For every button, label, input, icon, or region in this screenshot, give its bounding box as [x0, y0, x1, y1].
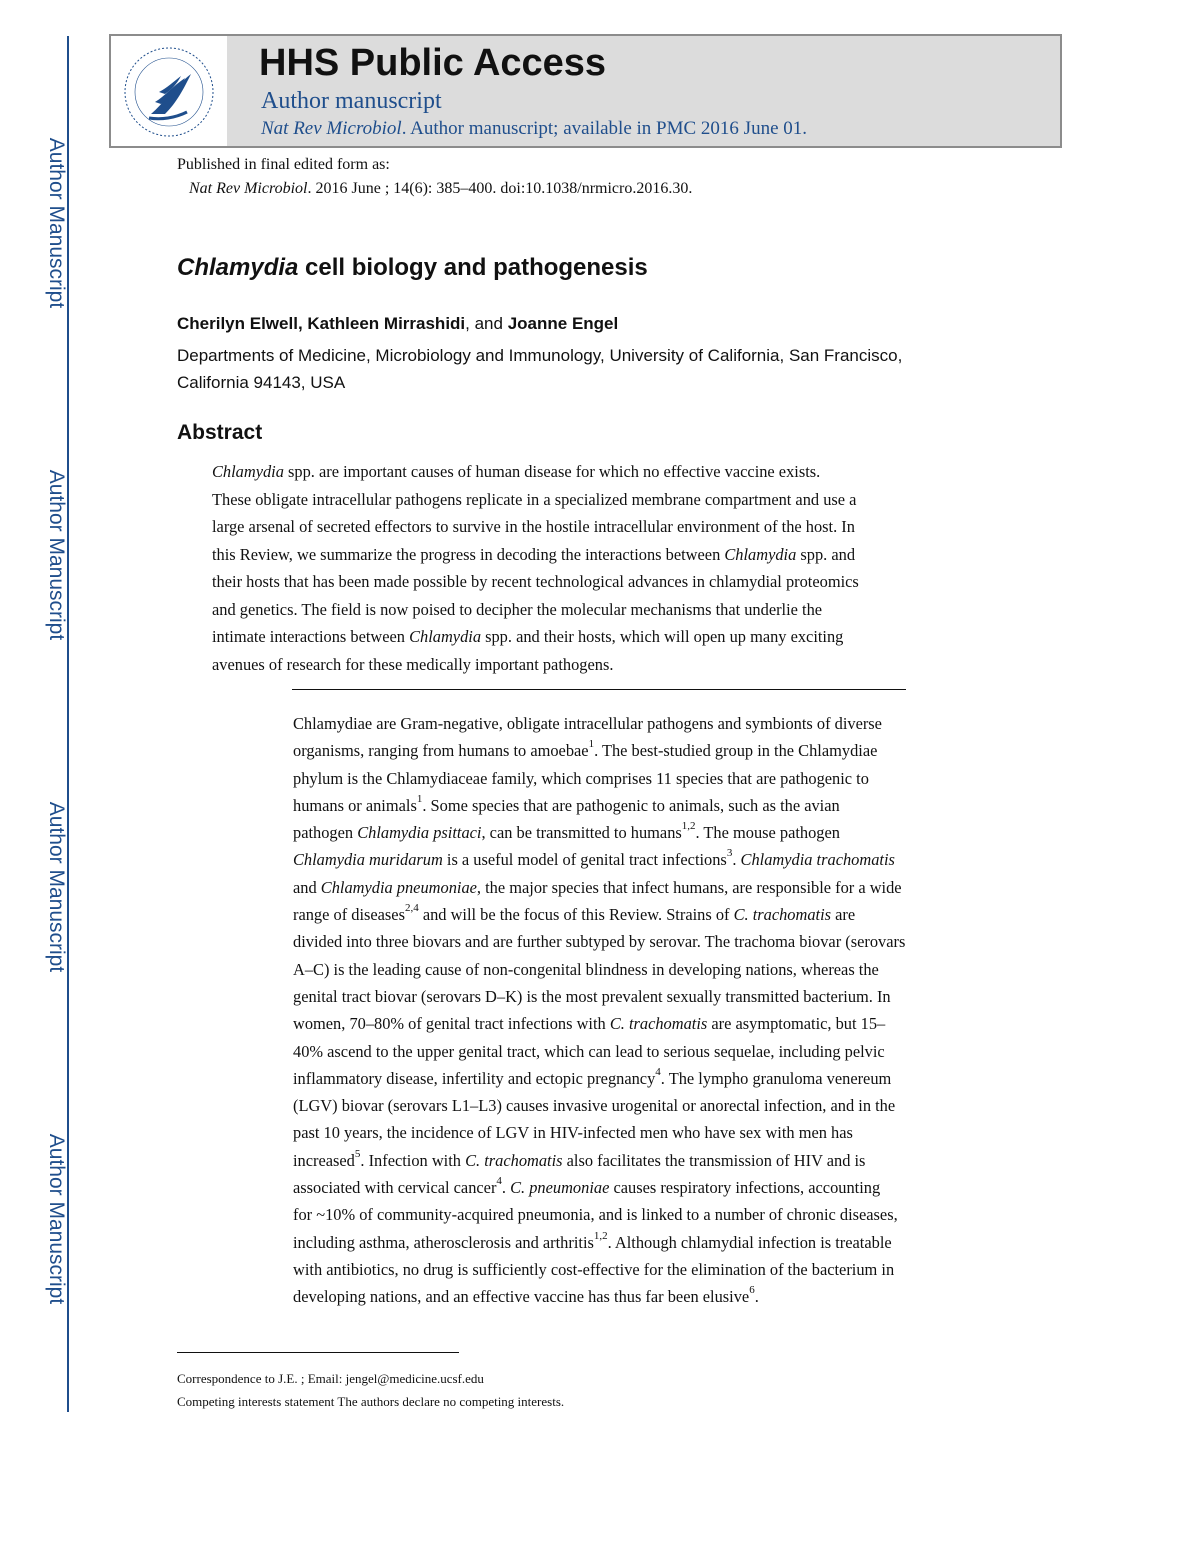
section-divider: [292, 689, 906, 690]
side-label-2: Author Manuscript: [45, 469, 69, 641]
authors: Cherilyn Elwell, Kathleen Mirrashidi, and Joanne Engel: [177, 314, 619, 333]
affiliation: Departments of Medicine, Microbiology and Immunology, University of California, San Francisco, California 94143, USA: [177, 346, 903, 392]
hhs-banner: [109, 34, 1062, 148]
side-label-3: Author Manuscript: [45, 801, 69, 973]
footnote-correspondence: Correspondence to J.E. ; Email: jengel@medicine.ucsf.edu: [177, 1371, 484, 1386]
paper-title: Chlamydia cell biology and pathogenesis: [177, 254, 648, 281]
footnote-competing-interests: Competing interests statement The authors declare no competing interests.: [177, 1394, 565, 1409]
published-label: Published in final edited form as:: [177, 156, 390, 173]
banner-subtitle: Author manuscript: [261, 88, 442, 114]
abstract-text: Chlamydia spp. are important causes of human disease for which no effective vaccine exists. These obligate intracellular pathogens replicate in a specialized membrane compartment and use a large arsenal of secreted effectors to survive in the hostile intracellular environment of the host. In this Review, we summarize the progress in decoding the interactions between Chlamydia spp. and their hosts that has been made possible by recent technological advances in chlamydial proteomics and genetics. The field is now poised to decipher the molecular mechanisms that underlie the intimate interactions between Chlamydia spp. and their hosts, which will open up many exciting avenues of research for these medically important pathogens.: [212, 462, 859, 674]
abstract-heading: Abstract: [177, 421, 263, 444]
body-paragraph: Chlamydiae are Gram-negative, obligate intracellular pathogens and symbionts of diverse organisms, ranging from humans to amoebae$^1$. The best-studied group in the Chlamydiae phylum is the Chlamydiaceae family, which comprises 11 species that are pathogenic to humans or animals$^1$. Some species that are pathogenic to animals, such as the avian pathogen Chlamydia psittaci, can be transmitted to humans$^{1,2}$. The mouse pathogen Chlamydia muridarum is a useful model of genital tract infections$^3$. Chlamydia trachomatis and Chlamydia pneumoniae, the major species that infect humans, are responsible for a wide range of diseases$^{2,4}$ and will be the focus of this Review. Strains of C. trachomatis are divided into three biovars and are further subtyped by serovar. The trachoma biovar (serovars A–C) is the leading cause of non-congenital blindness in developing nations, whereas the genital tract biovar (serovars D–K) is the most prevalent sexually transmitted bacterium. In women, 70–80% of genital tract infections with C. trachomatis are asymptomatic, but 15– 40% ascend to the upper genital tract, which can lead to serious sequelae, including pelvic inflammatory disease, infertility and ectopic pregnancy$^4$. The lympho granuloma venereum (LGV) biovar (serovars L1–L3) causes invasive urogenital or anorectal infection, and in the past 10 years, the incidence of LGV in HIV-infected men who have sex with men has increased$^5$. Infection with C. trachomatis also facilitates the transmission of HIV and is associated with cervical cancer$^4$. C. pneumoniae causes respiratory infections, accounting for ~10% of community-acquired pneumonia, and is linked to a number of chronic diseases, including asthma, atherosclerosis and arthritis$^{1,2}$. Although chlamydial infection is treatable with antibiotics, no drug is sufficiently cost-effective for the elimination of the bacterium in developing nations, and an effective vaccine has thus far been elusive$^6$.: [293, 714, 906, 1307]
side-label-4: Author Manuscript: [45, 1133, 69, 1305]
footnote-divider: [177, 1352, 459, 1353]
banner-citation: Nat Rev Microbiol. Author manuscript; available in PMC 2016 June 01.: [261, 118, 808, 139]
banner-title: HHS Public Access: [259, 42, 607, 84]
side-label-1: Author Manuscript: [45, 137, 69, 309]
hhs-seal-icon: [121, 44, 217, 140]
published-citation: Nat Rev Microbiol. 2016 June ; 14(6): 385–400. doi:10.1038/nrmicro.2016.30.: [189, 180, 693, 197]
